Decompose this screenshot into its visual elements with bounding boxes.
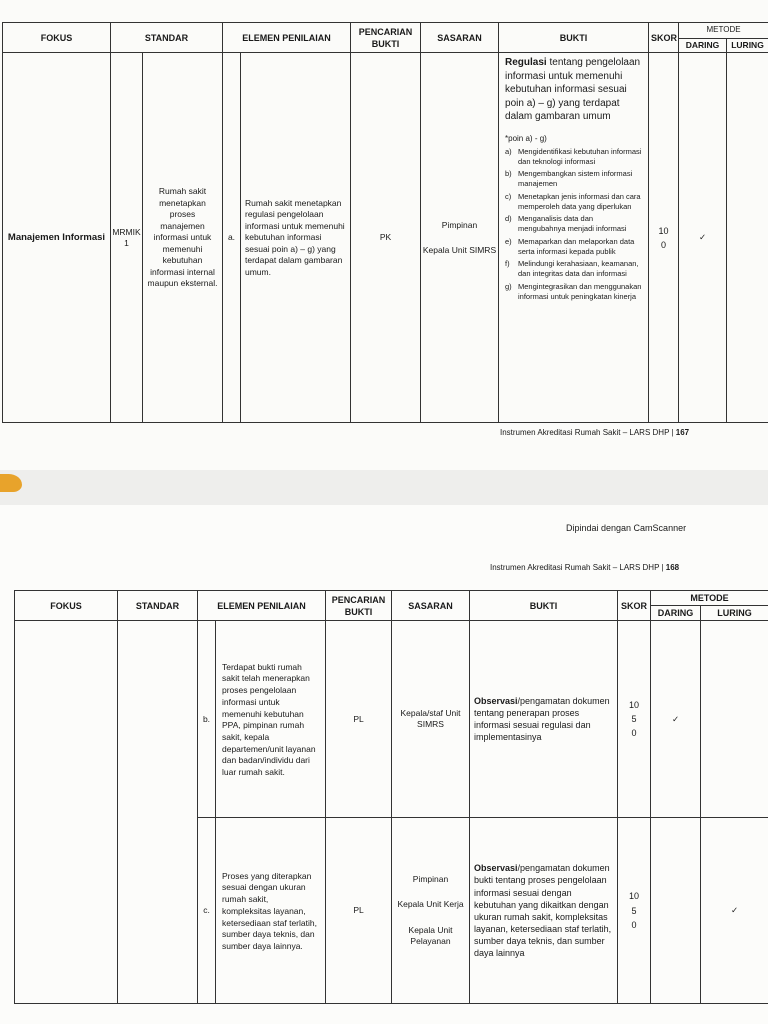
- poin-text: Melindungi kerahasiaan, keamanan, dan integritas data dan informasi: [518, 259, 639, 279]
- sasaran-cell: [421, 53, 499, 423]
- header-metode: METODE: [651, 591, 768, 606]
- poin-item: [505, 282, 642, 302]
- header-daring: DARING: [679, 39, 727, 53]
- pencarian-cell: PL: [326, 621, 392, 818]
- sasaran-cell: [392, 621, 470, 818]
- poin-label: g): [505, 281, 512, 291]
- poin-label: e): [505, 236, 512, 246]
- bukti-rest: tentang pengelolaan informasi untuk memenuhi kebutuhan informasi sesuai poin a) – g) yang terdapat dalam gambaran umum: [505, 57, 641, 123]
- header-sasaran: SASARAN: [392, 591, 470, 621]
- header-standar: STANDAR: [118, 591, 198, 621]
- sasaran-item: Kepala/staf Unit SIMRS: [400, 707, 461, 730]
- skor-cell: [618, 621, 651, 818]
- elemen-cell: Rumah sakit menetapkan regulasi pengelolaan informasi untuk memenuhi kebutuhan informasi sesuai poin a) – g) yang terdapat dalam gambaran umum.: [241, 53, 351, 423]
- header-pencarian: PENCARIAN BUKTI: [351, 23, 421, 53]
- skor-value: 10: [658, 225, 669, 236]
- poin-label: a): [505, 146, 512, 156]
- header-bukti: BUKTI: [499, 23, 649, 53]
- page-gap: [0, 470, 768, 505]
- poin-item: [505, 214, 642, 234]
- poin-text: Mengembangkan sistem informasi manajemen: [518, 169, 633, 189]
- sasaran-item: Kepala Unit Pelayanan: [408, 924, 453, 947]
- document-page-167: [0, 0, 768, 470]
- elemen-cell: [216, 621, 326, 818]
- header-skor: SKOR: [649, 23, 679, 53]
- poin-text: Mengidentifikasi kebutuhan informasi dan teknologi informasi: [518, 146, 642, 166]
- header-text: Instrumen Akreditasi Rumah Sakit – LARS DHP |: [490, 563, 666, 572]
- poin-text: Memaparkan dan melaporkan data serta informasi kepada publik: [518, 236, 635, 256]
- poin-item: [505, 169, 642, 189]
- page-footer: [500, 428, 689, 437]
- header-pencarian: PENCARIAN BUKTI: [326, 591, 392, 621]
- sasaran-item: Pimpinan: [412, 873, 449, 884]
- bukti-rest: /pengamatan dokumen bukti tentang proses pengelolaan informasi sesuai dengan kebutuhan yang dikaitkan dengan ukuran rumah sakit, kompleksitas layanan, ketersediaan staf terlatih, sumber daya teknis, dan sumber daya lainnya: [474, 863, 612, 959]
- luring-cell: [701, 621, 768, 818]
- elemen-letter: c.: [198, 818, 216, 1004]
- header-luring: LURING: [727, 39, 768, 53]
- daring-check-icon: ✓: [651, 621, 701, 818]
- fokus-cell: [15, 621, 118, 1004]
- poin-label: c): [505, 191, 512, 201]
- header-metode: METODE: [679, 23, 768, 39]
- header-daring: DARING: [651, 606, 701, 621]
- skor-value: 10: [629, 699, 640, 710]
- header-page-number: 168: [665, 563, 680, 572]
- skor-value: 5: [631, 714, 637, 725]
- poin-list: [505, 147, 642, 302]
- elemen-text: Terdapat bukti rumah sakit telah menerapkan proses pengelolaan informasi untuk memenuhi kebutuhan PPA, pimpinan rumah sakit, kepala departemen/unit layanan dan badan/individu dari luar rumah sakit.: [222, 661, 316, 778]
- header-fokus: FOKUS: [15, 591, 118, 621]
- skor-value: 0: [661, 239, 667, 250]
- assessment-table-page-167: [2, 22, 768, 423]
- header-fokus: FOKUS: [3, 23, 111, 53]
- daring-cell: [651, 818, 701, 1004]
- scanner-watermark: Dipindai dengan CamScanner: [566, 523, 687, 533]
- assessment-table-page-168: [14, 590, 768, 1004]
- poin-item: [505, 147, 642, 167]
- footer-text: Instrumen Akreditasi Rumah Sakit – LARS DHP |: [500, 428, 676, 437]
- skor-value: 0: [631, 919, 637, 930]
- elemen-letter: b.: [198, 621, 216, 818]
- header-elemen: ELEMEN PENILAIAN: [198, 591, 326, 621]
- header-standar: STANDAR: [111, 23, 223, 53]
- pencarian-cell: PL: [326, 818, 392, 1004]
- header-elemen: ELEMEN PENILAIAN: [223, 23, 351, 53]
- pencarian-cell: PK: [351, 53, 421, 423]
- sasaran-item: Pimpinan: [441, 219, 478, 230]
- poin-item: [505, 237, 642, 257]
- poin-label: f): [505, 259, 510, 269]
- standar-cell: Rumah sakit menetapkan proses manajemen informasi untuk memenuhi kebutuhan informasi internal maupun eksternal.: [143, 53, 223, 423]
- standar-cell: [118, 621, 198, 1004]
- poin-text: Menetapkan jenis informasi dan cara memperoleh data yang diperlukan: [518, 191, 641, 211]
- bukti-cell: [499, 53, 649, 423]
- elemen-letter: a.: [223, 53, 241, 423]
- header-bukti: BUKTI: [470, 591, 618, 621]
- bukti-rest: /pengamatan dokumen tentang penerapan proses informasi sesuai regulasi dan implementasinya: [474, 696, 610, 743]
- bukti-bold: Observasi: [474, 696, 518, 706]
- poin-item: [505, 259, 642, 279]
- header-skor: SKOR: [618, 591, 651, 621]
- elemen-text: Proses yang diterapkan sesuai dengan ukuran rumah sakit, kompleksitas layanan, ketersediaan staf terlatih, sumber daya teknis, dan sumber daya lainnya.: [222, 870, 317, 952]
- header-sasaran: SASARAN: [421, 23, 499, 53]
- skor-value: 5: [631, 905, 637, 916]
- sasaran-item: Kepala Unit SIMRS: [422, 244, 497, 255]
- poin-text: Menganalisis data dan mengubahnya menjadi informasi: [518, 214, 627, 234]
- skor-cell: [618, 818, 651, 1004]
- daring-check-icon: ✓: [679, 53, 727, 423]
- poin-heading: *poin a) - g): [505, 133, 547, 143]
- bukti-cell: [470, 621, 618, 818]
- poin-text: Mengintegrasikan dan menggunakan informasi untuk peningkatan kinerja: [518, 281, 642, 301]
- kode-cell: MRMIK 1: [111, 53, 143, 423]
- header-luring: LURING: [701, 606, 768, 621]
- page-header: [490, 563, 679, 572]
- fokus-cell: Manajemen Informasi: [3, 53, 111, 423]
- bukti-text: [505, 56, 642, 124]
- bukti-bold: Observasi: [474, 863, 518, 874]
- skor-value: 0: [631, 728, 637, 739]
- skor-cell: [649, 53, 679, 423]
- footer-page-number: 167: [675, 428, 690, 437]
- bukti-bold: Regulasi: [505, 57, 547, 69]
- poin-label: b): [505, 169, 512, 179]
- poin-item: [505, 192, 642, 212]
- scan-artifact: [0, 474, 22, 492]
- sasaran-cell: [392, 818, 470, 1004]
- luring-check-icon: ✓: [701, 818, 768, 1004]
- sasaran-item: Kepala Unit Kerja: [397, 899, 464, 910]
- elemen-cell: [216, 818, 326, 1004]
- skor-value: 10: [629, 891, 640, 902]
- bukti-cell: [470, 818, 618, 1004]
- luring-cell: [727, 53, 768, 423]
- poin-label: d): [505, 214, 512, 224]
